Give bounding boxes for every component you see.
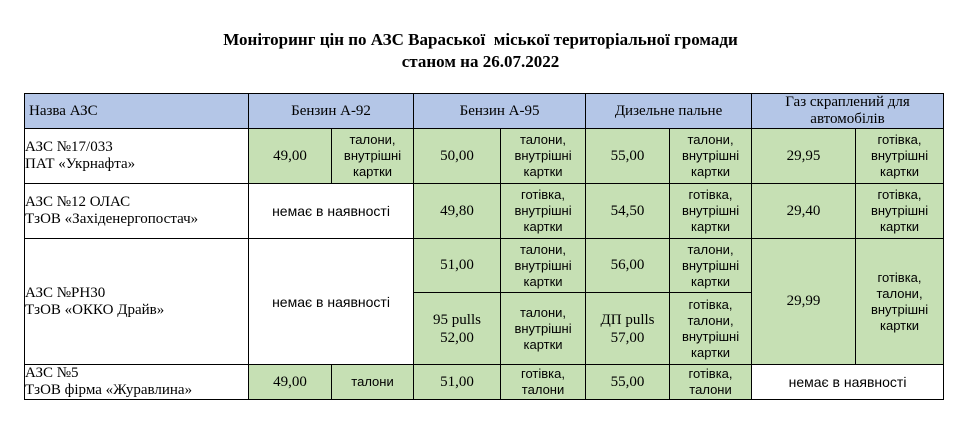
a95-payment: талони, внутрішні картки: [501, 239, 586, 293]
a95-payment: готівка, внутрішні картки: [501, 184, 586, 239]
table-row: [25, 239, 944, 293]
document-title: [0, 29, 961, 73]
title-line-1: Моніторинг цін по АЗС Вараської міської територіальної громади: [223, 30, 738, 49]
diesel-payment: талони, внутрішні картки: [670, 129, 752, 184]
diesel-pulls-price: ДП pulls 57,00: [586, 293, 670, 365]
station-name: АЗС №12 ОЛАС ТзОВ «Західенергопостач»: [25, 184, 249, 239]
lpg-payment: готівка, талони, внутрішні картки: [856, 239, 944, 365]
a95-pulls-price: 95 pulls 52,00: [414, 293, 501, 365]
diesel-payment: талони, внутрішні картки: [670, 239, 752, 293]
lpg-payment: готівка, внутрішні картки: [856, 184, 944, 239]
table-row: [25, 184, 944, 239]
lpg-payment: готівка, внутрішні картки: [856, 129, 944, 184]
diesel-price: 55,00: [586, 129, 670, 184]
a95-price: 51,00: [414, 239, 501, 293]
diesel-price: 54,50: [586, 184, 670, 239]
header-lpg: Газ скраплений для автомобілів: [752, 94, 944, 129]
table-header-row: [25, 94, 944, 129]
a95-price: 49,80: [414, 184, 501, 239]
diesel-price: 56,00: [586, 239, 670, 293]
header-diesel: Дизельне пальне: [586, 94, 752, 129]
lpg-not-available: немає в наявності: [752, 365, 944, 400]
a92-not-available: немає в наявності: [249, 184, 414, 239]
a92-not-available: немає в наявності: [249, 239, 414, 365]
header-a92: Бензин А-92: [249, 94, 414, 129]
a95-payment: талони, внутрішні картки: [501, 129, 586, 184]
a95-pulls-payment: талони, внутрішні картки: [501, 293, 586, 365]
a92-price: 49,00: [249, 365, 332, 400]
a92-payment: талони, внутрішні картки: [332, 129, 414, 184]
lpg-price: 29,40: [752, 184, 856, 239]
station-name: АЗС №РН30 ТзОВ «ОККО Драйв»: [25, 239, 249, 365]
fuel-price-table: [24, 93, 944, 400]
a92-price: 49,00: [249, 129, 332, 184]
lpg-price: 29,99: [752, 239, 856, 365]
title-line-2: станом на 26.07.2022: [401, 52, 560, 71]
lpg-price: 29,95: [752, 129, 856, 184]
table-row: [25, 129, 944, 184]
diesel-pulls-payment: готівка, талони, внутрішні картки: [670, 293, 752, 365]
a95-price: 50,00: [414, 129, 501, 184]
station-name: АЗС №5 ТзОВ фірма «Журавлина»: [25, 365, 249, 400]
diesel-payment: готівка, талони: [670, 365, 752, 400]
a95-price: 51,00: [414, 365, 501, 400]
diesel-payment: готівка, внутрішні картки: [670, 184, 752, 239]
header-station-name: Назва АЗС: [25, 94, 249, 129]
station-name: АЗС №17/033 ПАТ «Укрнафта»: [25, 129, 249, 184]
a92-payment: талони: [332, 365, 414, 400]
a95-payment: готівка, талони: [501, 365, 586, 400]
diesel-price: 55,00: [586, 365, 670, 400]
table-row: [25, 365, 944, 400]
header-a95: Бензин А-95: [414, 94, 586, 129]
